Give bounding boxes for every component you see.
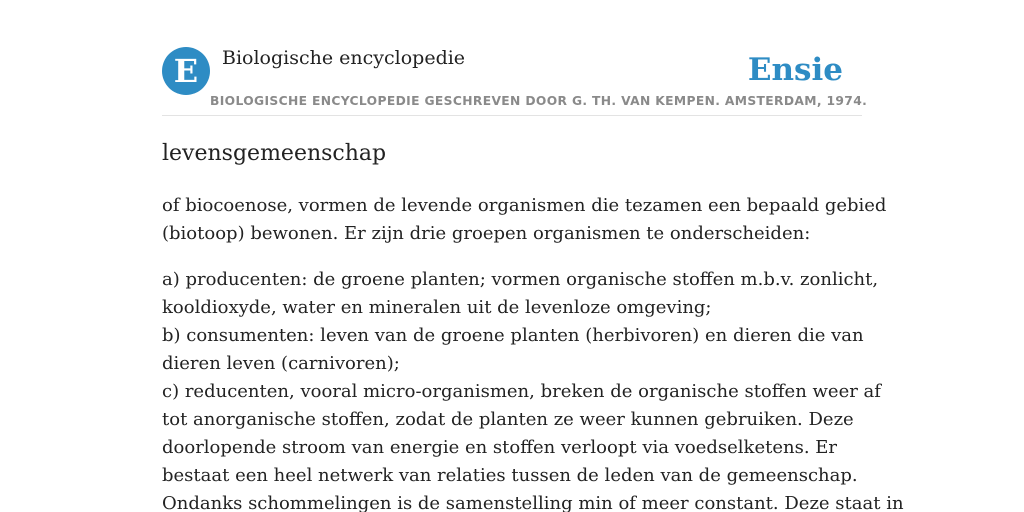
text-line: (biotoop) bewonen. Er zijn drie groepen organismen te onderscheiden: [162, 223, 811, 244]
book-header [162, 0, 868, 116]
text-line: of biocoenose, vormen de levende organismen die tezamen een bepaald gebied [162, 195, 887, 216]
text-line: bestaat een heel netwerk van relaties tussen de leden van de gemeenschap. [162, 465, 858, 486]
definition-paragraph [162, 266, 904, 512]
book-source-caption: BIOLOGISCHE ENCYCLOPEDIE GESCHREVEN DOOR G. TH. VAN KEMPEN. AMSTERDAM, 1974. [210, 94, 868, 108]
text-line: tot anorganische stoffen, zodat de planten ze weer kunnen gebruiken. Deze [162, 409, 854, 430]
article-body [162, 192, 904, 512]
ensie-logo-icon[interactable]: E [162, 47, 210, 95]
text-line: c) reducenten, vooral micro-organismen, breken de organische stoffen weer af [162, 381, 881, 402]
book-title-link[interactable]: Biologische encyclopedie [222, 47, 466, 69]
content-container [162, 0, 904, 512]
text-line: doorlopende stroom van energie en stoffen verloopt via voedselketens. Er [162, 437, 837, 458]
text-line: kooldioxyde, water en mineralen uit de levenloze omgeving; [162, 297, 712, 318]
article-headword: levensgemeenschap [162, 141, 387, 166]
text-line: a) producenten: de groene planten; vormen organische stoffen m.b.v. zonlicht, [162, 269, 879, 290]
text-line: Ondanks schommelingen is de samenstelling min of meer constant. Deze staat in [162, 493, 904, 512]
ensie-brand-link[interactable]: Ensie [747, 52, 843, 88]
text-line: b) consumenten: leven van de groene planten (herbivoren) en dieren die van [162, 325, 864, 346]
intro-paragraph [162, 192, 887, 248]
text-line: dieren leven (carnivoren); [162, 353, 400, 374]
